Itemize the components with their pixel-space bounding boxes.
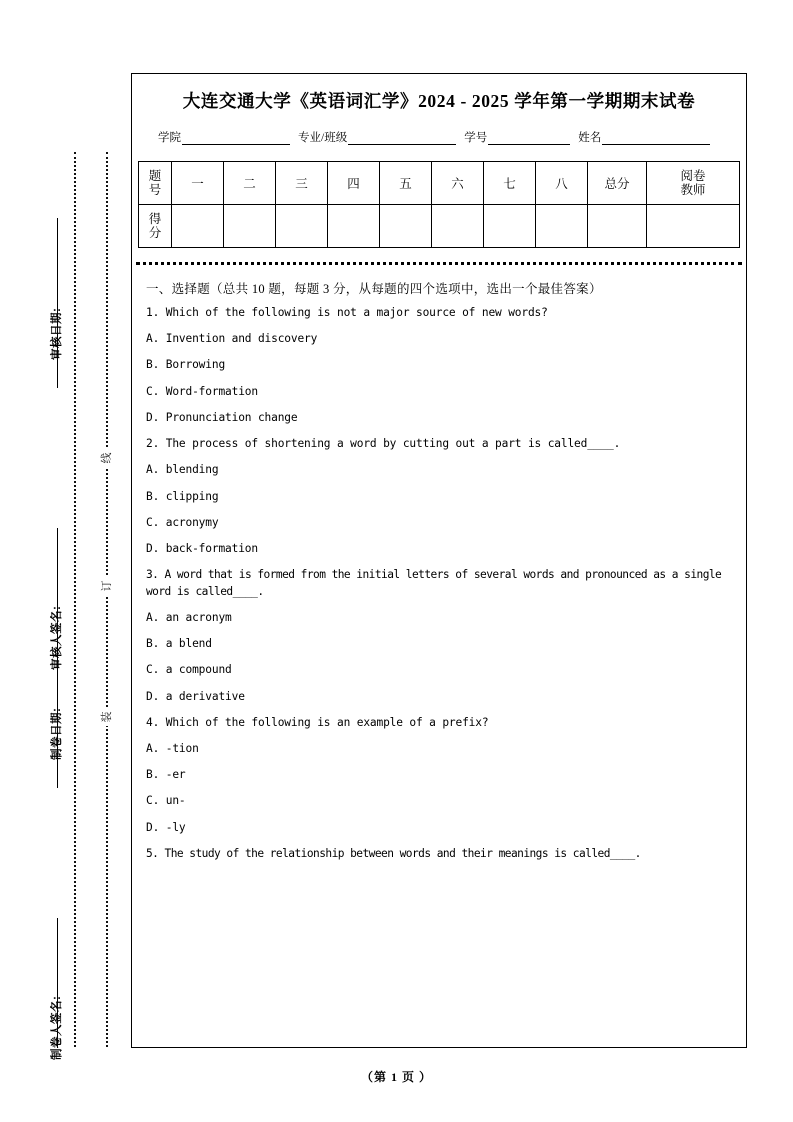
- question-3-option-a[interactable]: A. an acronym: [146, 610, 232, 624]
- field-major-class-label: 专业/班级: [298, 132, 348, 144]
- score-cell-1[interactable]: [172, 205, 224, 248]
- question-1-option-d[interactable]: D. Pronunciation change: [146, 410, 298, 424]
- binding-marker-bind: 订: [98, 577, 116, 595]
- setter-signature-label: 制卷人签名:: [51, 995, 63, 1060]
- score-col-4: 四: [328, 162, 380, 205]
- question-2-option-c[interactable]: C. acronymy: [146, 515, 219, 529]
- score-cell-total[interactable]: [588, 205, 647, 248]
- field-student-id-blank[interactable]: [488, 131, 570, 145]
- table-row-scores: [139, 205, 740, 248]
- page-title: 大连交通大学《英语词汇学》2024 - 2025 学年第一学期期末试卷: [182, 91, 696, 111]
- question-4-stem: 4. Which of the following is an example of a prefix?: [146, 715, 489, 729]
- score-col-3: 三: [276, 162, 328, 205]
- exam-paper-frame: [131, 73, 747, 1048]
- question-4-option-b[interactable]: B. -er: [146, 768, 186, 782]
- score-cell-5[interactable]: [380, 205, 432, 248]
- question-3-option-b[interactable]: B. a blend: [146, 637, 212, 651]
- field-student-id[interactable]: [464, 129, 570, 145]
- question-4-option-a[interactable]: A. -tion: [146, 741, 199, 755]
- marker-label-char: 教师: [680, 183, 706, 197]
- label-char: 得: [148, 212, 162, 226]
- question-2-option-a[interactable]: A. blending: [146, 463, 219, 477]
- question-list: [146, 305, 738, 862]
- score-col-total: 总分: [588, 162, 647, 205]
- field-name-label: 姓名: [578, 132, 602, 144]
- question-1-option-b[interactable]: B. Borrowing: [146, 358, 226, 372]
- section-divider: [136, 262, 742, 265]
- score-cell-8[interactable]: [536, 205, 588, 248]
- field-college-label: 学院: [158, 132, 181, 144]
- review-date-label: 审核日期:: [51, 307, 63, 360]
- question-2-option-b[interactable]: B. clipping: [146, 489, 219, 503]
- binding-dotted-line-inner: [106, 152, 108, 1047]
- binding-margin: [0, 0, 131, 1122]
- question-4-option-d[interactable]: D. -ly: [146, 820, 186, 834]
- field-student-id-label: 学号: [464, 132, 488, 144]
- question-1-stem: 1. Which of the following is not a major source of new words?: [146, 306, 548, 319]
- score-col-8: 八: [536, 162, 588, 205]
- question-3-option-d[interactable]: D. a derivative: [146, 689, 245, 703]
- setter-signature-blank-rule: [57, 918, 58, 1048]
- setter-date-blank-rule: [57, 618, 58, 788]
- score-col-1: 一: [172, 162, 224, 205]
- score-cell-7[interactable]: [484, 205, 536, 248]
- label-char: 号: [148, 183, 162, 197]
- review-date-blank-rule: [57, 218, 58, 388]
- binding-marker-line: 线: [98, 449, 116, 467]
- table-row-question-numbers: [139, 162, 740, 205]
- score-cell-6[interactable]: [432, 205, 484, 248]
- question-4-option-c[interactable]: C. un-: [146, 794, 186, 808]
- binding-marker-seal: 装: [98, 708, 116, 726]
- label-char: 分: [148, 226, 162, 240]
- score-col-2: 二: [224, 162, 276, 205]
- field-college-blank[interactable]: [182, 131, 290, 145]
- question-1-option-a[interactable]: A. Invention and discovery: [146, 332, 318, 346]
- field-major-class-blank[interactable]: [348, 131, 456, 145]
- score-cell-3[interactable]: [276, 205, 328, 248]
- question-2-option-d[interactable]: D. back-formation: [146, 542, 258, 556]
- field-college[interactable]: [158, 129, 290, 145]
- score-table: [138, 161, 740, 248]
- question-3-stem: 3. A word that is formed from the initial letters of several words and pronounced as a single word is called____.: [146, 568, 728, 598]
- question-2-stem: 2. The process of shortening a word by cutting out a part is called____.: [146, 437, 621, 451]
- question-3-option-c[interactable]: C. a compound: [146, 663, 232, 677]
- score-col-marker-teacher: [647, 162, 740, 205]
- question-1-option-c[interactable]: C. Word-formation: [146, 384, 258, 398]
- field-name[interactable]: [578, 129, 710, 145]
- marker-label-char: 阅卷: [680, 169, 706, 183]
- score-col-7: 七: [484, 162, 536, 205]
- setter-date-label: 制卷日期:: [51, 707, 63, 760]
- score-col-6: 六: [432, 162, 484, 205]
- score-table-row-label-score: [139, 205, 172, 248]
- score-table-row-label-question: [139, 162, 172, 205]
- score-cell-marker-teacher[interactable]: [647, 205, 740, 248]
- score-col-5: 五: [380, 162, 432, 205]
- question-5-stem: 5. The study of the relationship between words and their meanings is called____.: [146, 846, 641, 860]
- section-heading-multiple-choice: 一、选择题（总共 10 题，每题 3 分，从每题的四个选项中，选出一个最佳答案）: [146, 282, 602, 296]
- reviewer-signature-label: 审核人签名:: [51, 605, 63, 670]
- score-cell-4[interactable]: [328, 205, 380, 248]
- page-footer: （第 1 页 ）: [360, 1070, 432, 1084]
- binding-dotted-line-outer: [74, 152, 76, 1047]
- student-info-row: [158, 129, 732, 145]
- score-cell-2[interactable]: [224, 205, 276, 248]
- field-major-class[interactable]: [298, 129, 456, 145]
- label-char: 题: [148, 169, 162, 183]
- field-name-blank[interactable]: [602, 131, 710, 145]
